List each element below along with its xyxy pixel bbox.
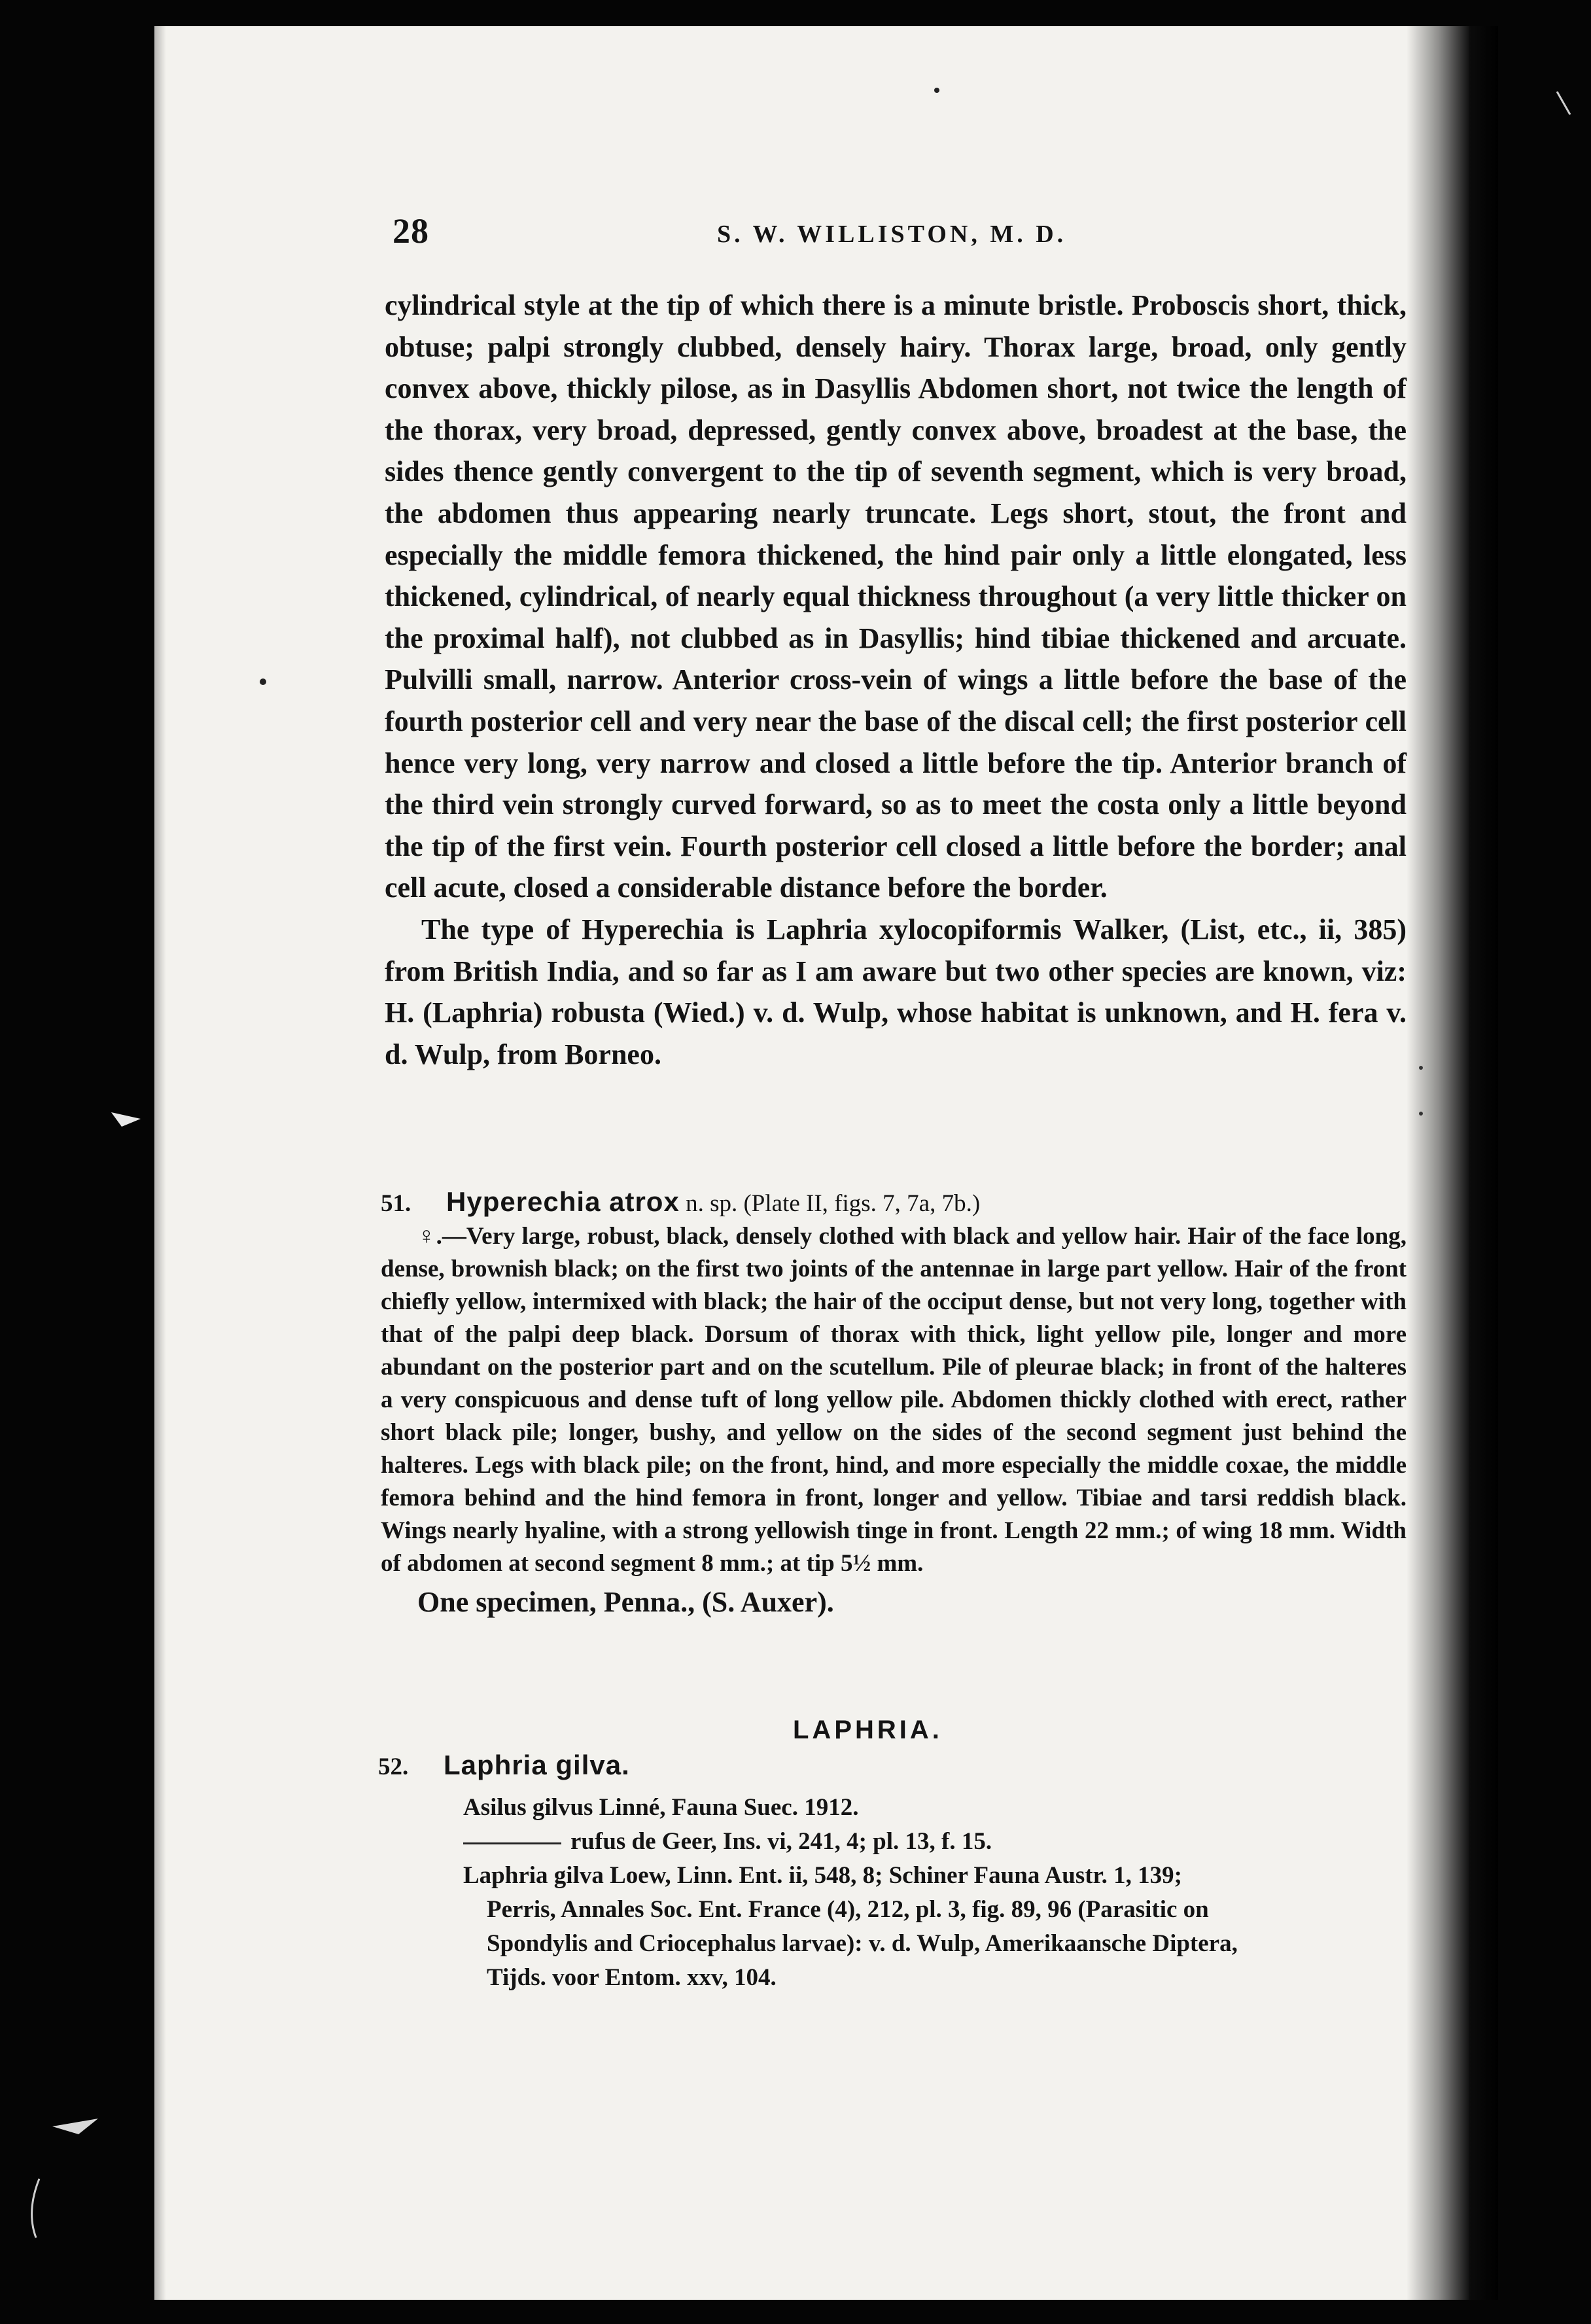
paragraph-type-species: The type of Hyperechia is Laphria xylocopiformis Walker, (List, etc., ii, 385) from British India, and so far as I am aware but two other species are known, viz: H. (Laphria) robusta (Wied.) v. d. Wulp, whose habitat is unknown, and H. fera v. d. Wulp, from Borneo. (385, 913, 1407, 1070)
synonym-line: Tijds. voor Entom. xxv, 104. (487, 1964, 777, 1991)
speck-mark (260, 678, 266, 685)
genus-heading: LAPHRIA. (793, 1716, 943, 1744)
paragraph-generic-description: cylindrical style at the tip of which there is a minute bristle. Proboscis short, thick, obtuse; palpi strongly clubbed, densely hairy. Thorax large, broad, only gently convex above, thickly pilose, as in Dasyllis Abdomen short, not twice the length of the thorax, very broad, depressed, gently convex above, broadest at the base, the sides thence gently convergent to the tip of seventh segment, which is very broad, the abdomen thus appearing nearly truncate. Legs short, stout, the front and especially the middle femora thickened, the hind pair only a little elongated, less thickened, cylindrical, of nearly equal thickness throughout (a very little thicker on the proximal half), not clubbed as in Dasyllis; hind tibiae thickened and arcuate. Pulvilli small, narrow. Anterior cross-vein of wings a little before the base of the fourth posterior cell and very near the base of the discal cell; the first posterior cell hence very long, very narrow and closed a little before the tip. Anterior branch of the third vein strongly curved forward, so as to meet the costa only a little beyond the tip of the first vein. Fourth posterior cell closed a little before the border; anal cell acute, closed a considerable distance before the border. (385, 289, 1407, 904)
margin-scratch-mark (32, 2179, 39, 2238)
speck-mark (934, 88, 939, 93)
margin-arrow-mark (52, 2119, 98, 2134)
species-number: 51. (381, 1190, 411, 1217)
synonymy-list (463, 1791, 1412, 1995)
species-description: ♀.—Very large, robust, black, densely clothed with black and yellow hair. Hair of the face long, dense, brownish black; on the first two joints of the antennae in large part yellow. Hair of the front chiefly yellow, intermixed with black; the hair of the occiput dense, but not very long, together with that of the palpi deep black. Dorsum of thorax with thick, light yellow pile, longer and more abundant on the posterior part and on the scutellum. Pile of pleurae black; in front of the halteres a very conspicuous and dense tuft of long yellow pile. Abdomen thickly clothed with erect, rather short black pile; longer, bushy, and yellow on the sides of the second segment just behind the halteres. Legs with black pile; on the front, hind, and more especially the middle coxae, the middle femora behind and the hind femora in front, longer and yellow. Tibiae and tarsi reddish black. Wings nearly hyaline, with a strong yellowish tinge in front. Length 22 mm.; of wing 18 mm. Width of abdomen at second segment 8 mm.; at tip 5½ mm. (381, 1223, 1407, 1577)
species-number: 52. (378, 1753, 409, 1780)
dash-rule (463, 1842, 561, 1844)
page-number: 28 (393, 211, 429, 251)
species-name: Laphria gilva. (444, 1750, 630, 1780)
species-name: Hyperechia atrox (446, 1186, 680, 1217)
synonym-line: Perris, Annales Soc. Ent. France (4), 212, pl. 3, fig. 89, 96 (Parasitic on (487, 1896, 1209, 1923)
margin-arrow-mark (111, 1112, 141, 1127)
synonym-line: Asilus gilvus Linné, Fauna Suec. 1912. (463, 1794, 859, 1821)
species-entry-52 (378, 1748, 1412, 1995)
species-entry-51 (381, 1186, 1407, 1622)
synonym-line: Spondylis and Criocephalus larvae): v. d. Wulp, Amerikaansche Diptera, (487, 1930, 1238, 1957)
species-heading (378, 1748, 1412, 1784)
species-heading (381, 1186, 1407, 1220)
speck-mark (1419, 1112, 1423, 1116)
speck-mark (1419, 1066, 1423, 1070)
synonym-line: Laphria gilva Loew, Linn. Ent. ii, 548, 8; Schiner Fauna Austr. 1, 139; (463, 1862, 1182, 1889)
synonym-text: rufus de Geer, Ins. vi, 241, 4; pl. 13, f. 15. (570, 1828, 992, 1855)
margin-scratch-mark (1557, 92, 1570, 114)
body-text (385, 285, 1407, 1075)
specimen-note: One specimen, Penna., (S. Auxer). (417, 1586, 834, 1618)
synonym-line (463, 1825, 1412, 1859)
running-title: S. W. WILLISTON, M. D. (717, 220, 1067, 248)
species-note: n. sp. (Plate II, figs. 7, 7a, 7b.) (686, 1190, 981, 1217)
